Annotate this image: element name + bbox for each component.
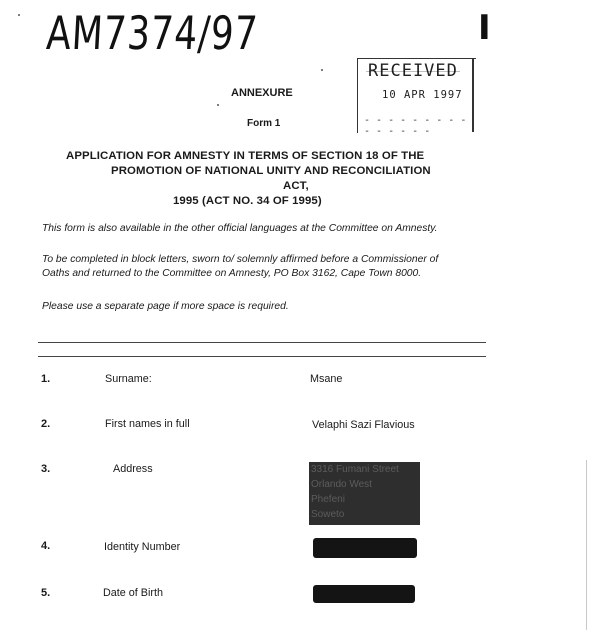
title-line: APPLICATION FOR AMNESTY IN TERMS OF SECTION 18 OF THE — [66, 150, 425, 162]
title-line: 1995 (ACT NO. 34 OF 1995) — [173, 195, 322, 207]
redacted-identity-number — [313, 538, 417, 558]
stamp-title: RECEIVED — [368, 61, 458, 81]
annexure-heading: ANNEXURE — [231, 87, 293, 99]
stamp-border-right — [472, 58, 474, 132]
field-value-first-names: Velaphi Sazi Flavious — [312, 419, 415, 431]
redacted-date-of-birth — [313, 585, 415, 603]
field-number: 2. — [41, 418, 51, 430]
field-label-date-of-birth: Date of Birth — [103, 587, 164, 599]
scan-edge-line — [586, 460, 587, 630]
address-line: 3316 Fumani Street — [311, 464, 399, 475]
divider-line — [38, 356, 486, 357]
divider-line — [38, 342, 486, 343]
redacted-address-block — [309, 462, 420, 525]
address-line: Phefeni — [311, 494, 345, 505]
title-line: PROMOTION OF NATIONAL UNITY AND RECONCILIATION — [111, 165, 431, 177]
stamp-date: 10 APR 1997 — [382, 89, 463, 101]
note-languages: This form is also available in the other official languages at the Committee on Amnesty. — [42, 223, 438, 234]
field-number: 4. — [41, 540, 51, 552]
field-label-address: Address — [113, 463, 153, 475]
field-label-first-names: First names in full — [105, 418, 190, 430]
note-extra-space: Please use a separate page if more space is required. — [42, 301, 289, 312]
field-number: 5. — [41, 587, 51, 599]
field-label-surname: Surname: — [105, 373, 152, 385]
field-value-surname: Msane — [310, 373, 343, 385]
field-number: 1. — [41, 373, 51, 385]
form-number-heading: Form 1 — [247, 118, 281, 129]
scan-speck — [18, 14, 20, 16]
title-line: ACT, — [283, 180, 309, 192]
field-label-identity-number: Identity Number — [104, 541, 181, 553]
field-number: 3. — [41, 463, 51, 475]
note-instructions-line2: Oaths and returned to the Committee on Amnesty, PO Box 3162, Cape Town 8000. — [42, 268, 422, 279]
note-instructions-line1: To be completed in block letters, sworn to/ solemnly affirmed before a Commissioner of — [42, 254, 439, 265]
received-stamp — [357, 58, 476, 137]
corner-handwritten-mark: I — [478, 8, 491, 48]
address-line: Orlando West — [311, 479, 372, 490]
stamp-dash-line: - - - - - - - - - - - - - - - — [364, 115, 467, 137]
scan-speck — [217, 104, 219, 106]
scan-speck — [321, 69, 323, 71]
handwritten-reference-number: AM7374/97 — [45, 6, 260, 60]
address-line: Soweto — [311, 509, 345, 520]
